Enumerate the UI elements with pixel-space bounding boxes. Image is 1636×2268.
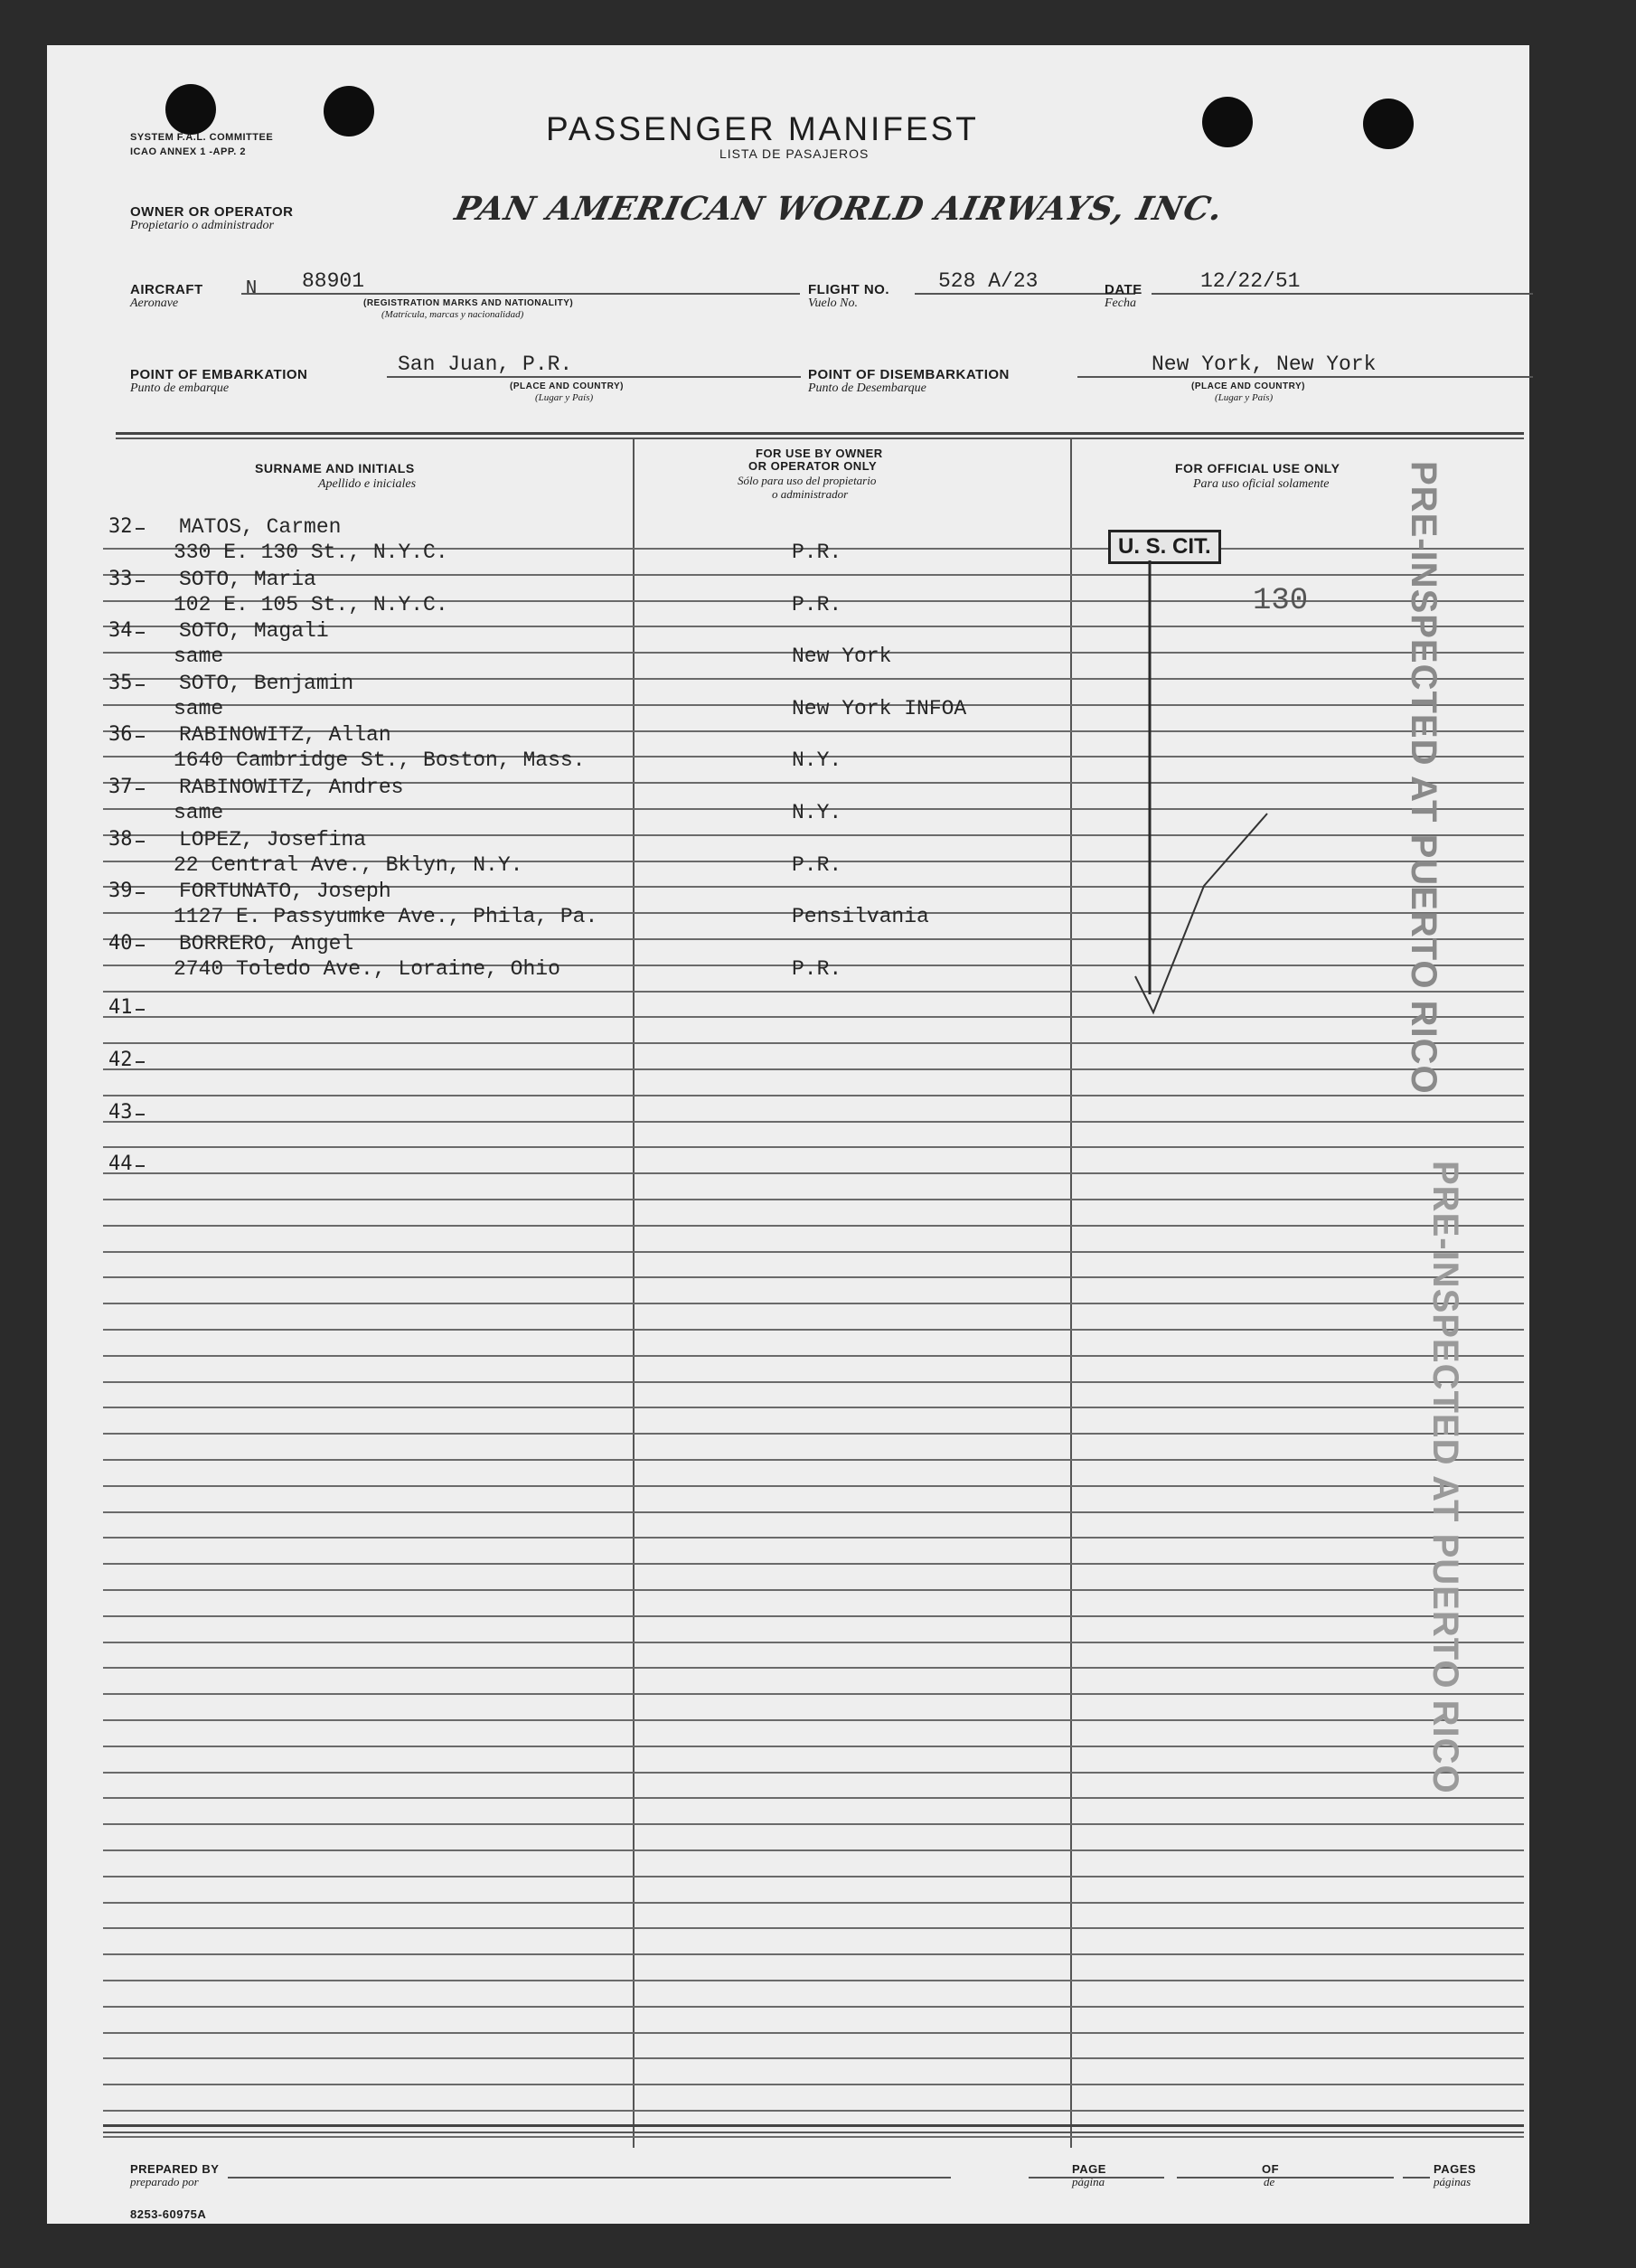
place-note-disembark-es: (Lugar y País) [1215,392,1274,403]
ruled-line [103,1902,1524,1904]
entry-number: 32 [108,515,133,538]
embark-label: POINT OF EMBARKATION [130,367,308,382]
passenger-address: same [174,697,224,720]
pages-underline [1403,2177,1430,2179]
ruled-line [103,1329,1524,1331]
passenger-name: LOPEZ, Josefina [179,828,367,852]
col-surname-header: SURNAME AND INITIALS [255,461,415,475]
entry-number: 34 [108,619,133,642]
passenger-address: 2740 Toledo Ave., Loraine, Ohio [174,957,560,981]
entry-dash [136,1061,145,1063]
passenger-address: same [174,801,224,824]
committee-line: SYSTEM F.A.L. COMMITTEE [130,132,274,143]
entry-number: 36 [108,723,133,746]
date-label-es: Fecha [1105,296,1136,310]
aircraft-label: AIRCRAFT [130,282,203,297]
col-official-header: FOR OFFICIAL USE ONLY [1175,461,1340,475]
ruled-line [103,1667,1524,1669]
ruled-line [103,1433,1524,1435]
ruled-line [103,1642,1524,1643]
aircraft-prefix: N [246,277,258,298]
aircraft-underline [241,293,800,295]
header-rule [116,438,1524,439]
date-underline [1152,293,1533,295]
ruled-line [103,1381,1524,1383]
ruled-line [103,1407,1524,1408]
entry-number: 39 [108,880,133,902]
ruled-line [103,1095,1524,1096]
ruled-line [103,1485,1524,1487]
ruled-line [103,1459,1524,1461]
pre-inspected-stamp: PRE-INSPECTED AT PUERTO RICO [1404,461,1443,1095]
ruled-line [103,1276,1524,1278]
passenger-address: 22 Central Ave., Bklyn, N.Y. [174,853,523,877]
form-title: PASSENGER MANIFEST [546,110,979,147]
col-owner-header-1: FOR USE BY OWNER [756,447,883,460]
prepared-underline [228,2177,951,2179]
ruled-line [103,1772,1524,1774]
col-owner-header-2: OR OPERATOR ONLY [748,459,878,473]
entry-dash [136,892,145,894]
owner-value: PAN AMERICAN WORLD AIRWAYS, INC. [451,190,1227,228]
ruled-line [103,1589,1524,1591]
punch-hole [1202,97,1253,147]
date-label: DATE [1105,282,1142,297]
prepared-label-es: preparado por [130,2175,199,2188]
owner-use-value: P.R. [792,541,842,564]
ruled-line [103,1980,1524,1981]
prepared-label: PREPARED BY [130,2162,220,2176]
ruled-line [103,1146,1524,1148]
owner-use-value: New York [792,645,892,668]
entry-dash [136,580,145,582]
col-owner-header-es-2: o administrador [772,487,849,501]
disembark-value: New York, New York [1152,353,1377,376]
passenger-count: 130 [1253,584,1309,618]
header-rule [116,432,1524,435]
passenger-address: 102 E. 105 St., N.Y.C. [174,593,448,616]
bracket-mark [1114,560,1312,1030]
entry-dash [136,788,145,790]
ruled-line [103,1953,1524,1955]
col-official-header-es: Para uso oficial solamente [1193,477,1330,491]
entry-dash [136,528,145,530]
ruled-line [103,2006,1524,2008]
owner-label-es: Propietario o administrador [130,219,274,232]
place-note-embark: (PLACE AND COUNTRY) [510,381,624,391]
owner-use-value: New York INFOA [792,697,967,720]
disembark-label-es: Punto de Desembarque [808,381,926,395]
passenger-name: SOTO, Maria [179,568,316,591]
form-number: 8253-60975A [130,2207,207,2221]
ruled-line [103,1615,1524,1617]
date-value: 12/22/51 [1200,269,1301,293]
passenger-name: RABINOWITZ, Allan [179,723,391,747]
ruled-line [103,1927,1524,1929]
us-cit-text: U. S. CIT. [1118,534,1211,559]
punch-hole [165,84,216,135]
passenger-name: MATOS, Carmen [179,515,342,539]
page-label-es: página [1072,2175,1105,2188]
ruled-line [103,1225,1524,1227]
embark-value: San Juan, P.R. [398,353,573,376]
ruled-line [103,1121,1524,1123]
entry-dash [136,632,145,634]
ruled-line [103,1199,1524,1200]
ruled-line [103,1693,1524,1695]
aircraft-label-es: Aeronave [130,296,179,310]
owner-use-value: P.R. [792,853,842,877]
entry-dash [136,1114,145,1115]
flight-label: FLIGHT NO. [808,282,889,297]
owner-use-value: P.R. [792,593,842,616]
entry-dash [136,1009,145,1011]
passenger-address: 330 E. 130 St., N.Y.C. [174,541,448,564]
passenger-name: BORRERO, Angel [179,932,354,955]
column-divider [633,439,635,2148]
ruled-line [103,1303,1524,1304]
punch-hole [1363,99,1414,149]
passenger-name: SOTO, Benjamin [179,672,354,695]
ruled-line [103,1719,1524,1721]
disembark-label: POINT OF DISEMBARKATION [808,367,1010,382]
ruled-line [103,1797,1524,1799]
ruled-line [103,1042,1524,1044]
ruled-line [103,1537,1524,1539]
footer-rule [103,2132,1524,2133]
ruled-line [103,2057,1524,2059]
pre-inspected-stamp: PRE-INSPECTED AT PUERTO RICO [1425,1161,1465,1794]
entry-number: 43 [108,1101,133,1124]
ruled-line [103,1355,1524,1357]
ruled-line [103,2084,1524,2085]
entry-number: 35 [108,672,133,694]
place-note-embark-es: (Lugar y País) [535,392,594,403]
entry-number: 33 [108,568,133,590]
flight-value: 528 A/23 [938,269,1039,293]
entry-dash [136,841,145,842]
flight-underline [915,293,1135,295]
ruled-line [103,1511,1524,1513]
col-surname-header-es: Apellido e iniciales [318,477,417,491]
entry-number: 38 [108,828,133,851]
us-cit-stamp [1108,530,1221,564]
entry-number: 44 [108,1153,133,1175]
column-divider [1070,439,1072,2148]
entry-number: 37 [108,776,133,798]
of-label: OF [1262,2162,1280,2176]
owner-use-value: N.Y. [792,801,842,824]
ruled-line [103,1876,1524,1877]
flight-label-es: Vuelo No. [808,296,858,310]
annex-line: ICAO ANNEX 1 -APP. 2 [130,146,246,157]
ruled-line [103,2110,1524,2112]
punch-hole [324,86,374,136]
ruled-line [103,1823,1524,1825]
ruled-line [103,1068,1524,1070]
footer-rule [103,2124,1524,2127]
form-subtitle: LISTA DE PASAJEROS [719,146,870,161]
of-label-es: de [1264,2175,1275,2188]
col-owner-header-es-1: Sólo para uso del propietario [738,474,877,487]
disembark-underline [1077,376,1533,378]
entry-dash [136,945,145,946]
passenger-address: 1640 Cambridge St., Boston, Mass. [174,748,586,772]
pages-label-es: páginas [1434,2175,1471,2188]
page-label: PAGE [1072,2162,1106,2176]
ruled-line [103,1849,1524,1851]
ruled-line [103,2032,1524,2034]
passenger-address: same [174,645,224,668]
entry-dash [136,736,145,738]
passenger-name: RABINOWITZ, Andres [179,776,404,799]
ruled-line [103,1172,1524,1174]
entry-dash [136,684,145,686]
aircraft-value: 88901 [302,269,365,293]
embark-underline [387,376,801,378]
registration-note: (REGISTRATION MARKS AND NATIONALITY) [363,298,574,308]
passenger-name: SOTO, Magali [179,619,329,643]
ruled-line [103,1563,1524,1565]
owner-use-value: P.R. [792,957,842,981]
registration-note-es: (Matrícula, marcas y nacionalidad) [381,309,524,320]
entry-number: 42 [108,1049,133,1071]
ruled-line [103,1251,1524,1253]
entry-dash [136,1165,145,1167]
ruled-line [103,1746,1524,1747]
place-note-disembark: (PLACE AND COUNTRY) [1191,381,1305,391]
owner-label: OWNER OR OPERATOR [130,204,294,220]
page-underline [1029,2177,1164,2179]
passenger-address: 1127 E. Passyumke Ave., Phila, Pa. [174,905,598,928]
entry-number: 41 [108,996,133,1019]
entry-number: 40 [108,932,133,955]
of-underline [1177,2177,1394,2179]
passenger-name: FORTUNATO, Joseph [179,880,391,903]
pages-label: PAGES [1434,2162,1477,2176]
ruled-line [103,2136,1524,2138]
owner-use-value: Pensilvania [792,905,929,928]
embark-label-es: Punto de embarque [130,381,230,395]
manifest-page [47,45,1529,2224]
owner-use-value: N.Y. [792,748,842,772]
